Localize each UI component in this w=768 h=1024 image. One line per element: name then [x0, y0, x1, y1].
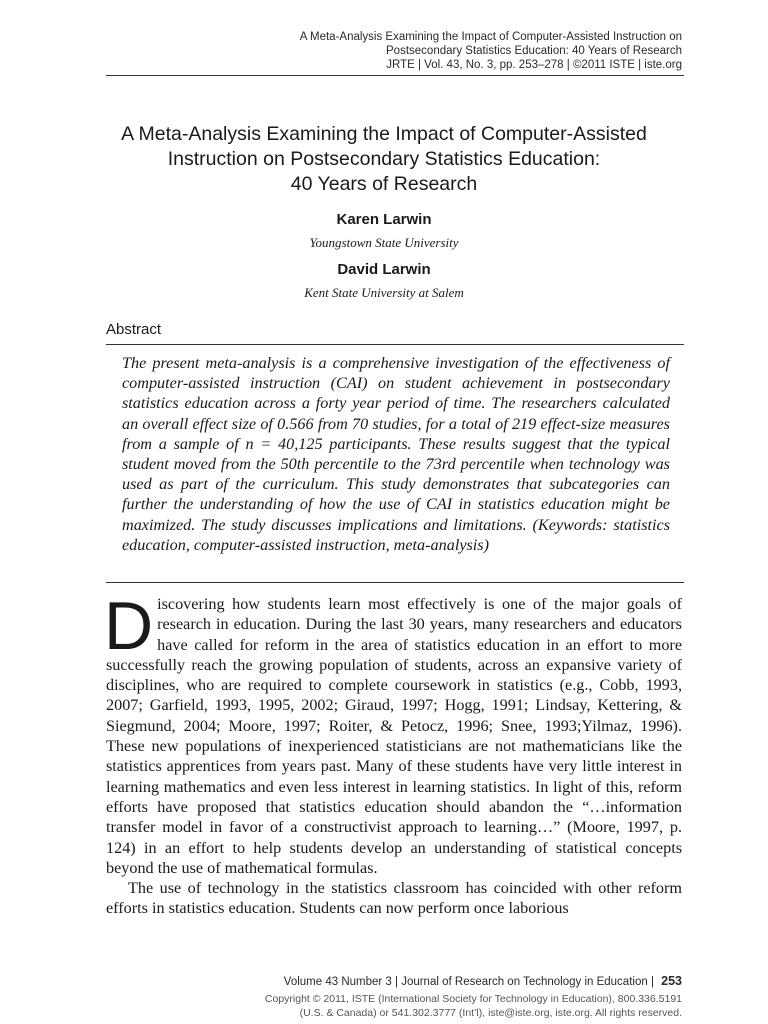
- author-name: Karen Larwin: [336, 211, 432, 228]
- running-head-citation: JRTE | Vol. 43, No. 3, pp. 253–278 | ©2011 ISTE | iste.org: [386, 59, 682, 71]
- drop-cap: D: [104, 588, 154, 664]
- body-paragraph: [104, 588, 682, 878]
- body-paragraph-text: iscovering how students learn most effectively is one of the major goals of research in education. During the last 30 years, many researchers and educators have called for reform in the area of statistics education in an effort to more successfully reach the growing population of students, across an expansive variety of disciplines, who are required to complete coursework in statistics (e.g., Cobb, 1993, 2007; Garfield, 1993, 1995, 2002; Giraud, 1997; Hogg, 1991; Lindsay, Kettering, & Siegmund, 2004; Moore, 1997; Roiter, & Petocz, 1996; Snee, 1993;Yilmaz, 1996). These new populations of inexperienced statisticians are not mathematicians like the statistics apprentices from years past. Many of these students have very little interest in learning mathematics and even less interest in learning statistics. In light of this, reform efforts have proposed that statistics education should abandon the “…information transfer model in favor of a constructivist approach to learning…” (Moore, 1997, p. 124) in an effort to help students develop an understanding of statistical concepts beyond the use of mathematical formulas.: [106, 595, 682, 877]
- abstract-heading: Abstract: [106, 321, 162, 338]
- header-divider: [106, 75, 684, 76]
- author-affiliation: Kent State University at Salem: [304, 285, 464, 300]
- copyright-line: Copyright © 2011, ISTE (International Society for Technology in Education), 800.336.5191: [264, 993, 682, 1005]
- article-title-line: A Meta-Analysis Examining the Impact of Computer-Assisted: [121, 123, 647, 145]
- article-title-line: Instruction on Postsecondary Statistics Education:: [167, 148, 601, 170]
- author-name: David Larwin: [337, 261, 431, 278]
- abstract-divider-top: [106, 344, 684, 345]
- article-title: [90, 122, 678, 197]
- copyright-line: (U.S. & Canada) or 541.302.3777 (Int’l), iste@iste.org, iste.org. All rights reserved.: [299, 1007, 682, 1019]
- running-head-line: A Meta-Analysis Examining the Impact of Computer-Assisted Instruction on: [299, 31, 682, 43]
- page-footer: [284, 974, 682, 988]
- article-title-line: 40 Years of Research: [290, 173, 478, 195]
- copyright-notice: [265, 992, 682, 1020]
- abstract-text: The present meta-analysis is a comprehensive investigation of the effectiveness of computer-assisted instruction (CAI) on student achievement in postsecondary statistics education across a forty year period of time. The researchers calculated an overall effect size of 0.566 from 70 studies, for a total of 219 effect-size measures from a sample of n = 40,125 participants. These results suggest that the typical student moved from the 50th percentile to the 73rd percentile when technology was used as part of the curriculum. This study demonstrates that subcategories can further the understanding of how the use of CAI in statistics education might be maximized. The study discusses implications and limitations. (Keywords: statistics education, computer-assisted instruction, meta-analysis): [122, 354, 670, 554]
- abstract-divider-bottom: [106, 582, 684, 583]
- running-head: [300, 30, 682, 72]
- running-head-line: Postsecondary Statistics Education: 40 Years of Research: [386, 45, 682, 57]
- page-number: 253: [661, 974, 682, 988]
- body-paragraph: The use of technology in the statistics classroom has coincided with other reform efforts in statistics education. Students can now perform once laborious: [106, 879, 682, 918]
- footer-journal: Volume 43 Number 3 | Journal of Research on Technology in Education |: [283, 976, 654, 988]
- article-body: [104, 588, 682, 919]
- author-affiliation: Youngstown State University: [309, 235, 459, 250]
